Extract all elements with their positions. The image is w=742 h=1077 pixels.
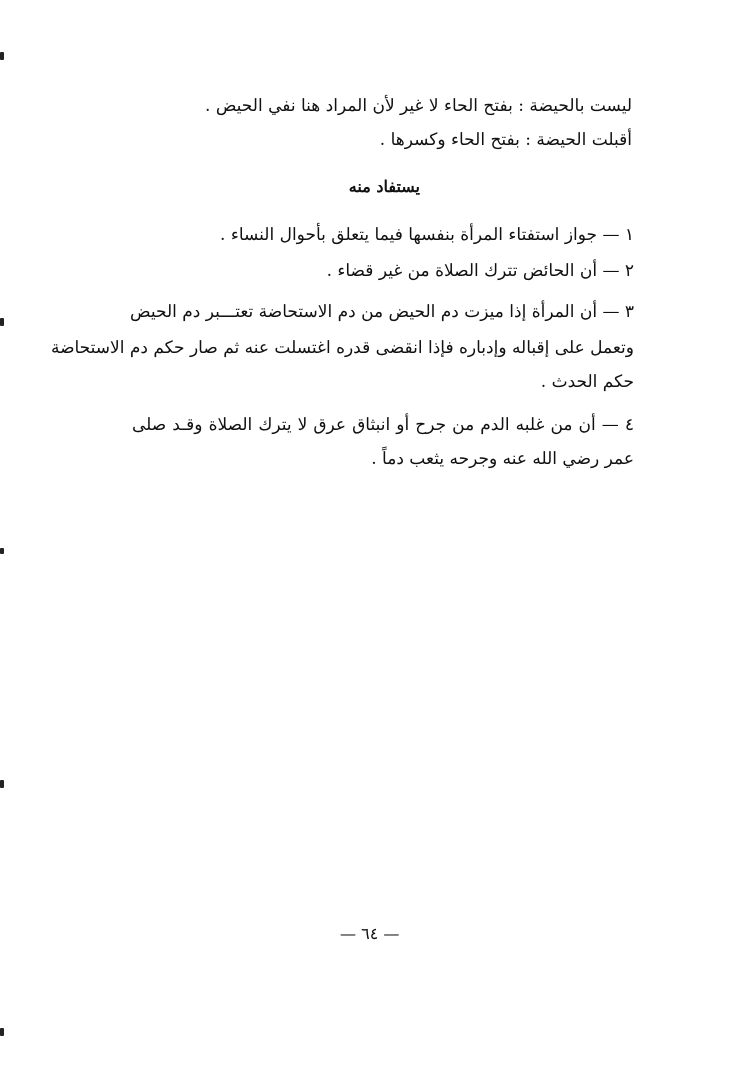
scan-edge-mark	[0, 548, 4, 554]
benefit-item-continuation: عمر رضي الله عنه وجرحه يثعب دماً .	[371, 449, 634, 469]
benefit-item-continuation: حكم الحدث .	[540, 372, 634, 392]
section-heading: يستفاد منه	[348, 177, 420, 196]
definition-line: أقبلت الحيضة : بفتح الحاء وكسرها .	[379, 130, 632, 150]
scan-edge-mark	[0, 780, 4, 788]
benefit-item: ٤ — أن من غلبه الدم من جرح أو انبثاق عرق لا يترك الصلاة وقـد صلى	[132, 415, 634, 435]
benefit-item: ٣ — أن المرأة إذا ميزت دم الحيض من دم الاستحاضة تعتـــبر دم الحيض	[130, 302, 634, 322]
benefit-item-continuation: وتعمل على إقباله وإدباره فإذا انقضى قدره اغتسلت عنه ثم صار حكم دم الاستحاضة	[50, 338, 634, 358]
page-number: — ٦٤ —	[340, 924, 400, 943]
benefit-item: ١ — جواز استفتاء المرأة بنفسها فيما يتعلق بأحوال النساء .	[220, 225, 634, 245]
scan-edge-mark	[0, 318, 4, 326]
definition-line: ليست بالحيضة : بفتح الحاء لا غير لأن المراد هنا نفي الحيض .	[205, 96, 632, 116]
scan-edge-mark	[0, 52, 4, 60]
scan-edge-mark	[0, 1028, 4, 1036]
benefit-item: ٢ — أن الحائض تترك الصلاة من غير قضاء .	[326, 261, 634, 281]
